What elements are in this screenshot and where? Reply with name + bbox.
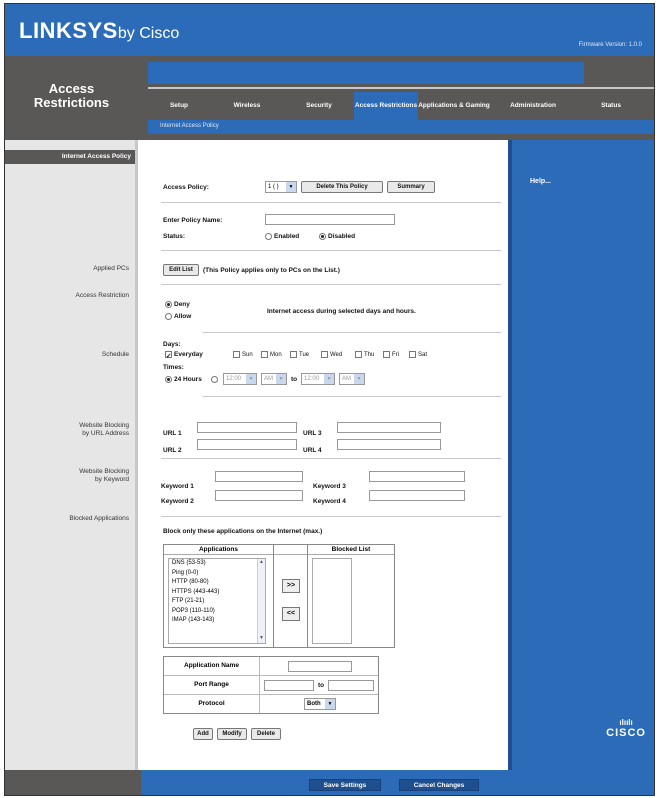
applications-listbox[interactable] (168, 558, 266, 644)
main-nav (138, 56, 655, 140)
list-item[interactable]: Ping (0-0) (172, 569, 199, 576)
to-time-select[interactable]: 12:00 ▼ (301, 373, 335, 385)
keyword-2-input[interactable] (215, 490, 303, 501)
app-name-input[interactable] (288, 661, 352, 672)
divider (203, 332, 501, 333)
cisco-bars-icon: ılıılı (619, 718, 633, 727)
tab-access-restrictions[interactable]: Access Restrictions (354, 92, 418, 120)
label-schedule: Schedule (101, 351, 129, 358)
list-item[interactable]: HTTPS (443-443) (172, 588, 220, 595)
status-enabled-text: Enabled (274, 233, 300, 241)
delete-policy-button[interactable]: Delete This Policy (301, 181, 383, 193)
application-edit-table (163, 656, 379, 714)
label-keyword-blocking-line1: Website Blocking (79, 468, 129, 475)
custom-hours-option[interactable] (211, 376, 220, 383)
sidebar-heading: Internet Access Policy (5, 150, 135, 164)
help-link[interactable]: Help... (530, 178, 552, 185)
label-applied-pcs: Applied PCs (93, 265, 129, 272)
tab-wireless[interactable]: Wireless (233, 102, 261, 109)
submenu-bar (148, 120, 655, 134)
footer-bar (141, 770, 655, 796)
days-label: Days: (163, 341, 181, 348)
logo-text: LINKSYS (19, 18, 118, 43)
list-item[interactable]: FTP (21-21) (172, 598, 205, 604)
blocked-list-header: Blocked List (308, 545, 394, 555)
keyword-4-input[interactable] (369, 490, 465, 501)
checkbox-everyday[interactable]: ✓ (166, 353, 172, 360)
keyword-3-label: Keyword 3 (313, 483, 346, 490)
move-column (274, 545, 308, 647)
url-4-input[interactable] (337, 439, 441, 450)
port-start-input[interactable] (264, 680, 314, 691)
access-restriction-note: Internet access during selected days and hours. (267, 308, 416, 315)
chevron-down-icon: ▼ (354, 374, 364, 384)
submenu-internet-access-policy[interactable]: Internet Access Policy (160, 123, 219, 129)
deny-option[interactable] (165, 301, 190, 308)
label-url-blocking (9, 422, 129, 438)
sidebar (5, 140, 138, 770)
deny-text: Deny (174, 301, 190, 309)
url-3-label: URL 3 (303, 430, 322, 437)
router-admin-page (4, 3, 655, 796)
label-blocked-applications: Blocked Applications (69, 515, 129, 522)
keyword-4-label: Keyword 4 (313, 498, 346, 505)
linksys-logo (19, 18, 179, 44)
day-thu[interactable]: Thu (355, 351, 374, 358)
list-item[interactable]: IMAP (143-143) (172, 617, 215, 623)
move-left-button[interactable]: << (282, 607, 300, 621)
app-name-label: Application Name (164, 657, 260, 675)
section-title-line1: Access (48, 81, 95, 96)
to-label: to (291, 376, 298, 383)
radio-allow[interactable] (165, 313, 172, 320)
policy-name-label: Enter Policy Name: (163, 217, 223, 224)
divider (203, 396, 501, 397)
cisco-logo (606, 718, 646, 739)
logo-suffix: by Cisco (117, 25, 180, 42)
radio-deny[interactable] (165, 301, 172, 308)
day-mon[interactable]: Mon (261, 351, 282, 358)
save-settings-button[interactable]: Save Settings (309, 779, 381, 791)
move-right-button[interactable]: >> (282, 579, 300, 593)
cisco-wordmark: CISCO (606, 727, 646, 739)
status-label: Status: (163, 233, 186, 240)
access-policy-label: Access Policy: (163, 184, 209, 191)
url-2-label: URL 2 (163, 447, 182, 454)
nav-top-bar (148, 62, 584, 84)
radio-enabled[interactable] (265, 233, 272, 240)
url-1-label: URL 1 (163, 430, 182, 437)
chevron-down-icon: ▼ (324, 374, 334, 384)
keyword-1-label: Keyword 1 (161, 483, 194, 490)
port-range-label: Port Range (164, 676, 260, 694)
status-disabled-option[interactable] (319, 233, 355, 240)
firmware-version: Firmware Version: 1.0.0 (578, 42, 642, 48)
header-bar (5, 4, 655, 56)
tab-applications-gaming[interactable]: Applications & Gaming (418, 102, 490, 109)
allow-option[interactable] (165, 313, 191, 320)
main-content (141, 140, 508, 770)
chevron-down-icon: ▼ (325, 699, 335, 709)
divider (161, 250, 501, 251)
url-4-label: URL 4 (303, 447, 322, 454)
divider (161, 284, 501, 285)
app-name-row (164, 657, 378, 676)
url-1-input[interactable] (197, 422, 297, 433)
port-to-label: to (318, 682, 325, 689)
nav-divider (148, 87, 655, 89)
protocol-label: Protocol (164, 695, 260, 713)
radio-disabled[interactable] (319, 233, 326, 240)
delete-app-button[interactable]: Delete (251, 728, 281, 740)
day-fri[interactable]: Fri (383, 351, 399, 358)
cancel-changes-button[interactable]: Cancel Changes (399, 779, 479, 791)
list-item[interactable]: HTTP (80-80) (172, 579, 209, 585)
label-access-restriction: Access Restriction (75, 292, 129, 299)
protocol-select[interactable]: Both ▼ (304, 698, 336, 710)
divider (161, 202, 501, 203)
blocked-listbox[interactable] (312, 558, 352, 644)
status-disabled-text: Disabled (328, 233, 356, 241)
scroll-up-icon[interactable]: ▲ (259, 559, 264, 565)
tab-security[interactable]: Security (306, 102, 332, 109)
tab-status[interactable]: Status (601, 102, 621, 109)
from-time-select[interactable]: 12:00 ▼ (223, 373, 257, 385)
day-wed[interactable]: Wed (321, 351, 342, 358)
label-keyword-blocking (9, 468, 129, 484)
to-ampm-select[interactable]: AM ▼ (339, 373, 365, 385)
blocked-list-column (308, 545, 394, 647)
applications-header: Applications (164, 545, 273, 555)
from-ampm-select[interactable]: AM ▼ (261, 373, 287, 385)
add-button[interactable]: Add (193, 728, 213, 740)
footer-left (5, 770, 141, 796)
chevron-down-icon: ▼ (286, 182, 296, 192)
list-item[interactable]: POP3 (110-110) (172, 607, 215, 614)
everyday-option[interactable] (165, 351, 203, 358)
url-3-input[interactable] (337, 422, 441, 433)
scroll-down-icon[interactable]: ▼ (259, 635, 264, 641)
label-url-blocking-line1: Website Blocking (79, 422, 129, 429)
tab-setup[interactable]: Setup (169, 102, 189, 109)
divider (161, 516, 501, 517)
section-title (5, 56, 138, 140)
help-panel (508, 140, 655, 770)
all-hours-text: 24 Hours (174, 376, 202, 384)
keyword-3-input[interactable] (369, 471, 465, 482)
tab-administration[interactable]: Administration (510, 102, 556, 109)
label-keyword-blocking-line2: by Keyword (95, 476, 129, 483)
chevron-down-icon: ▼ (276, 374, 286, 384)
keyword-1-input[interactable] (215, 471, 303, 482)
listbox-scrollbar[interactable] (257, 559, 265, 643)
url-2-input[interactable] (197, 439, 297, 450)
modify-button[interactable]: Modify (217, 728, 247, 740)
chevron-down-icon: ▼ (246, 374, 256, 384)
status-enabled-option[interactable] (265, 233, 299, 240)
radio-24-hours[interactable] (165, 376, 172, 383)
applied-pcs-note: (This Policy applies only to PCs on the List.) (203, 267, 340, 274)
summary-button[interactable]: Summary (387, 181, 435, 193)
port-range-row (164, 676, 378, 695)
access-policy-select[interactable] (265, 181, 297, 193)
policy-name-input[interactable] (265, 214, 395, 225)
divider (161, 458, 501, 459)
access-policy-value: 1 ( ) (268, 184, 279, 190)
day-tue[interactable]: Tue (290, 351, 309, 358)
blocked-apps-note: Block only these applications on the Internet (max.) (163, 528, 323, 535)
allow-text: Allow (174, 313, 192, 321)
day-sun[interactable]: Sun (233, 351, 253, 358)
list-item[interactable]: DNS (53-53) (172, 560, 206, 566)
everyday-text: Everyday (174, 351, 203, 359)
keyword-2-label: Keyword 2 (161, 498, 194, 505)
edit-list-button[interactable]: Edit List (163, 264, 199, 276)
times-label: Times: (163, 364, 184, 371)
tab-bar (148, 92, 655, 120)
section-title-line2: Restrictions (33, 95, 110, 110)
protocol-row (164, 695, 378, 714)
all-hours-option[interactable] (165, 376, 202, 383)
move-header (274, 545, 307, 555)
port-end-input[interactable] (328, 680, 374, 691)
day-sat[interactable]: Sat (409, 351, 427, 358)
radio-custom-hours[interactable] (211, 376, 218, 383)
applications-table (163, 544, 395, 648)
applications-column (164, 545, 274, 647)
label-url-blocking-line2: by URL Address (82, 430, 129, 437)
